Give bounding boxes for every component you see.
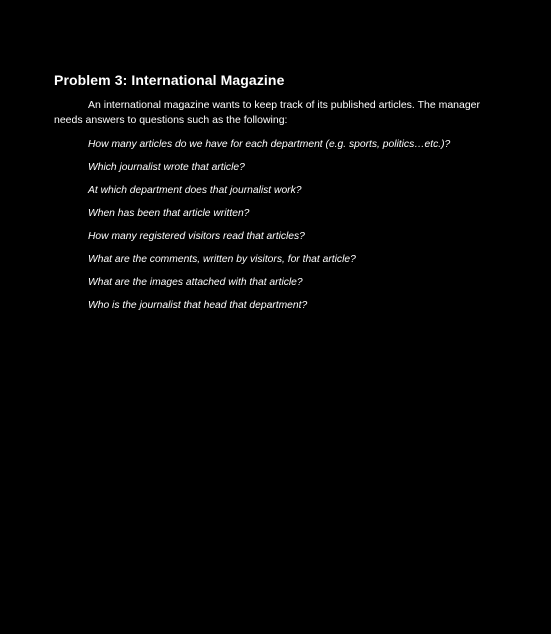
intro-paragraph: An international magazine wants to keep track of its published articles. The manager needs answers to questions such as the following: <box>54 99 481 126</box>
question-item: At which department does that journalist work? <box>88 185 302 196</box>
question-item: Which journalist wrote that article? <box>88 162 245 173</box>
question-item: When has been that article written? <box>88 208 250 219</box>
question-item: How many registered visitors read that articles? <box>88 231 305 242</box>
question-item: Who is the journalist that head that department? <box>88 300 308 311</box>
question-item: What are the comments, written by visitors, for that article? <box>88 254 356 265</box>
question-list <box>88 137 450 321</box>
question-item: How many articles do we have for each department (e.g. sports, politics…etc.)? <box>88 139 451 150</box>
problem-title: Problem 3: International Magazine <box>54 72 285 88</box>
question-item: What are the images attached with that article? <box>88 277 303 288</box>
